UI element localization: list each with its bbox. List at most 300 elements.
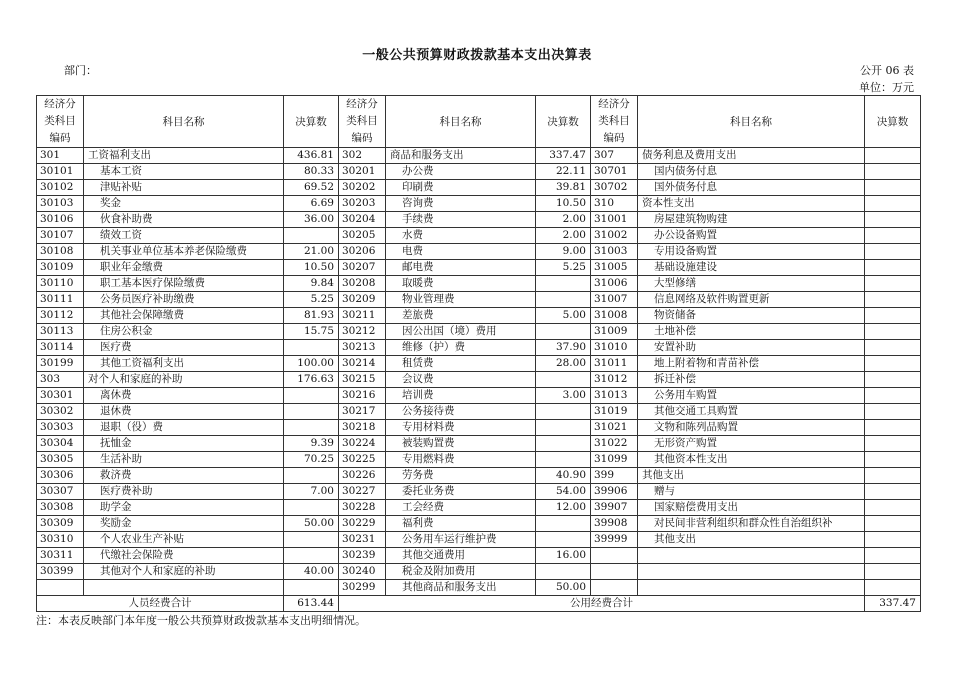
cell-name: 地上附着物和青苗补偿 xyxy=(638,356,865,372)
cell-name: 津贴补贴 xyxy=(84,180,284,196)
cell-name: 奖励金 xyxy=(84,516,284,532)
cell-amount: 12.00 xyxy=(536,500,591,516)
cell-code: 30106 xyxy=(37,212,84,228)
cell-name: 物业管理费 xyxy=(386,292,536,308)
cell-name: 其他工资福利支出 xyxy=(84,356,284,372)
cell-amount xyxy=(865,260,921,276)
cell-amount xyxy=(865,564,921,580)
cell-code: 30205 xyxy=(339,228,386,244)
cell-code: 30203 xyxy=(339,196,386,212)
cell-name: 劳务费 xyxy=(386,468,536,484)
table-row xyxy=(37,292,921,308)
cell-name: 对个人和家庭的补助 xyxy=(84,372,284,388)
cell-amount xyxy=(865,500,921,516)
cell-code: 31011 xyxy=(591,356,638,372)
table-row xyxy=(37,532,921,548)
table-footer xyxy=(37,596,921,612)
cell-name: 机关事业单位基本养老保险缴费 xyxy=(84,244,284,260)
cell-name xyxy=(638,548,865,564)
cell-name: 公务接待费 xyxy=(386,404,536,420)
cell-name: 因公出国（境）费用 xyxy=(386,324,536,340)
cell-code: 30214 xyxy=(339,356,386,372)
cell-amount: 16.00 xyxy=(536,548,591,564)
cell-amount xyxy=(865,516,921,532)
cell-code: 30240 xyxy=(339,564,386,580)
table-row xyxy=(37,436,921,452)
cell-code: 30112 xyxy=(37,308,84,324)
cell-name: 国内债务付息 xyxy=(638,164,865,180)
cell-amount: 69.52 xyxy=(284,180,339,196)
cell-amount: 2.00 xyxy=(536,228,591,244)
cell-name: 奖金 xyxy=(84,196,284,212)
cell-name: 退休费 xyxy=(84,404,284,420)
cell-name: 其他支出 xyxy=(638,532,865,548)
cell-name: 专用设备购置 xyxy=(638,244,865,260)
cell-amount xyxy=(284,548,339,564)
col-header-code: 经济分 类科目 编码 xyxy=(339,96,386,148)
cell-code: 399 xyxy=(591,468,638,484)
cell-code: 31099 xyxy=(591,452,638,468)
cell-name: 其他交通工具购置 xyxy=(638,404,865,420)
cell-name: 住房公积金 xyxy=(84,324,284,340)
table-row xyxy=(37,468,921,484)
cell-code: 31002 xyxy=(591,228,638,244)
cell-name: 专用材料费 xyxy=(386,420,536,436)
table-row xyxy=(37,500,921,516)
cell-name: 对民间非营利组织和群众性自治组织补 xyxy=(638,516,865,532)
cell-code: 30231 xyxy=(339,532,386,548)
public-total-label: 公用经费合计 xyxy=(339,596,865,612)
cell-name: 职业年金缴费 xyxy=(84,260,284,276)
cell-name: 公务用车运行维护费 xyxy=(386,532,536,548)
cell-amount: 15.75 xyxy=(284,324,339,340)
cell-amount: 10.50 xyxy=(284,260,339,276)
cell-name: 无形资产购置 xyxy=(638,436,865,452)
table-row xyxy=(37,260,921,276)
cell-name: 代缴社会保险费 xyxy=(84,548,284,564)
cell-amount xyxy=(284,404,339,420)
cell-amount xyxy=(865,372,921,388)
cell-name: 税金及附加费用 xyxy=(386,564,536,580)
cell-amount: 28.00 xyxy=(536,356,591,372)
cell-code: 30113 xyxy=(37,324,84,340)
table-row xyxy=(37,164,921,180)
cell-code: 30311 xyxy=(37,548,84,564)
cell-amount xyxy=(865,148,921,164)
cell-code: 30206 xyxy=(339,244,386,260)
cell-amount: 7.00 xyxy=(284,484,339,500)
cell-amount xyxy=(865,276,921,292)
cell-code: 30299 xyxy=(339,580,386,596)
cell-amount xyxy=(865,292,921,308)
cell-code: 30110 xyxy=(37,276,84,292)
cell-code: 30209 xyxy=(339,292,386,308)
cell-name: 医疗费 xyxy=(84,340,284,356)
cell-code: 31005 xyxy=(591,260,638,276)
cell-amount xyxy=(284,468,339,484)
cell-amount xyxy=(865,180,921,196)
table-row xyxy=(37,356,921,372)
table-row xyxy=(37,244,921,260)
cell-code: 30109 xyxy=(37,260,84,276)
cell-code: 31010 xyxy=(591,340,638,356)
cell-amount xyxy=(536,404,591,420)
cell-name: 抚恤金 xyxy=(84,436,284,452)
cell-amount xyxy=(865,484,921,500)
cell-amount: 80.33 xyxy=(284,164,339,180)
cell-name: 房屋建筑物购建 xyxy=(638,212,865,228)
cell-code xyxy=(37,580,84,596)
cell-code: 30226 xyxy=(339,468,386,484)
col-header-amount: 决算数 xyxy=(536,96,591,148)
cell-amount: 54.00 xyxy=(536,484,591,500)
cell-amount xyxy=(284,420,339,436)
cell-code xyxy=(591,564,638,580)
cell-amount: 70.25 xyxy=(284,452,339,468)
cell-code: 30108 xyxy=(37,244,84,260)
department-label: 部门： xyxy=(64,64,97,77)
cell-amount: 50.00 xyxy=(284,516,339,532)
cell-code: 30303 xyxy=(37,420,84,436)
cell-code: 31003 xyxy=(591,244,638,260)
cell-code: 30308 xyxy=(37,500,84,516)
cell-amount xyxy=(536,292,591,308)
cell-amount xyxy=(865,548,921,564)
cell-name: 基础设施建设 xyxy=(638,260,865,276)
table-row xyxy=(37,404,921,420)
cell-amount xyxy=(865,420,921,436)
cell-amount xyxy=(865,212,921,228)
cell-name: 国外债务付息 xyxy=(638,180,865,196)
table-header xyxy=(37,96,921,148)
cell-amount: 50.00 xyxy=(536,580,591,596)
cell-name: 生活补助 xyxy=(84,452,284,468)
cell-name: 个人农业生产补贴 xyxy=(84,532,284,548)
cell-name: 印刷费 xyxy=(386,180,536,196)
cell-code: 30306 xyxy=(37,468,84,484)
cell-name: 其他商品和服务支出 xyxy=(386,580,536,596)
cell-amount xyxy=(865,340,921,356)
table-row xyxy=(37,324,921,340)
cell-code: 30213 xyxy=(339,340,386,356)
cell-name: 绩效工资 xyxy=(84,228,284,244)
cell-name: 工会经费 xyxy=(386,500,536,516)
cell-name: 其他对个人和家庭的补助 xyxy=(84,564,284,580)
cell-amount: 39.81 xyxy=(536,180,591,196)
cell-code: 31008 xyxy=(591,308,638,324)
cell-name xyxy=(638,580,865,596)
cell-name: 其他社会保障缴费 xyxy=(84,308,284,324)
cell-amount: 37.90 xyxy=(536,340,591,356)
cell-name: 医疗费补助 xyxy=(84,484,284,500)
expenditure-table xyxy=(36,95,921,612)
cell-code: 30103 xyxy=(37,196,84,212)
cell-amount xyxy=(865,164,921,180)
cell-amount xyxy=(865,228,921,244)
col-header-name: 科目名称 xyxy=(638,96,865,148)
cell-code: 301 xyxy=(37,148,84,164)
cell-amount xyxy=(865,452,921,468)
cell-name: 被装购置费 xyxy=(386,436,536,452)
table-row xyxy=(37,276,921,292)
cell-amount: 100.00 xyxy=(284,356,339,372)
cell-name: 专用燃料费 xyxy=(386,452,536,468)
col-header-name: 科目名称 xyxy=(84,96,284,148)
cell-amount: 337.47 xyxy=(536,148,591,164)
cell-amount xyxy=(284,388,339,404)
cell-amount: 10.50 xyxy=(536,196,591,212)
cell-name: 工资福利支出 xyxy=(84,148,284,164)
cell-name: 安置补助 xyxy=(638,340,865,356)
cell-code: 30102 xyxy=(37,180,84,196)
cell-name: 维修（护）费 xyxy=(386,340,536,356)
cell-name: 土地补偿 xyxy=(638,324,865,340)
cell-amount xyxy=(865,356,921,372)
cell-amount xyxy=(865,436,921,452)
cell-code: 30702 xyxy=(591,180,638,196)
col-header-amount: 决算数 xyxy=(865,96,921,148)
table-row xyxy=(37,180,921,196)
table-row xyxy=(37,196,921,212)
cell-name: 基本工资 xyxy=(84,164,284,180)
cell-amount xyxy=(865,388,921,404)
cell-name: 商品和服务支出 xyxy=(386,148,536,164)
table-row xyxy=(37,564,921,580)
cell-code: 30216 xyxy=(339,388,386,404)
public-total-amount: 337.47 xyxy=(865,596,921,612)
cell-amount: 9.00 xyxy=(536,244,591,260)
cell-code: 31009 xyxy=(591,324,638,340)
cell-amount: 22.11 xyxy=(536,164,591,180)
cell-name: 咨询费 xyxy=(386,196,536,212)
cell-amount xyxy=(284,580,339,596)
unit-label: 单位：万元 xyxy=(859,81,914,94)
cell-name: 物资储备 xyxy=(638,308,865,324)
cell-code: 31022 xyxy=(591,436,638,452)
cell-code: 30217 xyxy=(339,404,386,420)
cell-name: 福利费 xyxy=(386,516,536,532)
cell-code: 307 xyxy=(591,148,638,164)
cell-name: 办公设备购置 xyxy=(638,228,865,244)
cell-code: 30199 xyxy=(37,356,84,372)
cell-amount xyxy=(865,532,921,548)
cell-code xyxy=(591,548,638,564)
cell-name: 手续费 xyxy=(386,212,536,228)
cell-name: 邮电费 xyxy=(386,260,536,276)
cell-name: 培训费 xyxy=(386,388,536,404)
cell-code: 30304 xyxy=(37,436,84,452)
cell-amount xyxy=(865,468,921,484)
col-header-code: 经济分 类科目 编码 xyxy=(37,96,84,148)
table-note: 注：本表反映部门本年度一般公共预算财政拨款基本支出明细情况。 xyxy=(36,614,366,627)
cell-code: 31019 xyxy=(591,404,638,420)
cell-name: 公务员医疗补助缴费 xyxy=(84,292,284,308)
cell-name: 救济费 xyxy=(84,468,284,484)
cell-amount xyxy=(284,228,339,244)
cell-amount: 3.00 xyxy=(536,388,591,404)
cell-amount xyxy=(536,564,591,580)
cell-code: 30101 xyxy=(37,164,84,180)
page-title: 一般公共预算财政拨款基本支出决算表 xyxy=(362,48,592,63)
cell-amount xyxy=(865,196,921,212)
cell-amount: 176.63 xyxy=(284,372,339,388)
col-header-name: 科目名称 xyxy=(386,96,536,148)
cell-name xyxy=(84,580,284,596)
cell-amount xyxy=(865,244,921,260)
cell-code: 30229 xyxy=(339,516,386,532)
table-row xyxy=(37,372,921,388)
cell-code: 30239 xyxy=(339,548,386,564)
cell-name xyxy=(638,564,865,580)
cell-code: 30225 xyxy=(339,452,386,468)
cell-name: 赠与 xyxy=(638,484,865,500)
cell-code: 31021 xyxy=(591,420,638,436)
cell-code xyxy=(591,580,638,596)
cell-code: 310 xyxy=(591,196,638,212)
cell-code: 30111 xyxy=(37,292,84,308)
cell-amount xyxy=(536,372,591,388)
cell-name: 文物和陈列品购置 xyxy=(638,420,865,436)
cell-name: 退职（役）费 xyxy=(84,420,284,436)
personnel-total-amount: 613.44 xyxy=(284,596,339,612)
cell-amount xyxy=(284,500,339,516)
cell-amount xyxy=(536,420,591,436)
cell-amount xyxy=(536,276,591,292)
cell-amount xyxy=(865,324,921,340)
cell-name: 助学金 xyxy=(84,500,284,516)
table-row xyxy=(37,148,921,164)
cell-name: 其他交通费用 xyxy=(386,548,536,564)
cell-amount: 9.39 xyxy=(284,436,339,452)
cell-code: 30227 xyxy=(339,484,386,500)
cell-code: 30114 xyxy=(37,340,84,356)
cell-code: 39908 xyxy=(591,516,638,532)
cell-amount: 5.00 xyxy=(536,308,591,324)
cell-code: 30309 xyxy=(37,516,84,532)
form-number: 公开 06 表 xyxy=(860,64,914,77)
cell-name: 取暖费 xyxy=(386,276,536,292)
cell-code: 39907 xyxy=(591,500,638,516)
cell-name: 大型修缮 xyxy=(638,276,865,292)
table-row xyxy=(37,420,921,436)
cell-amount xyxy=(536,532,591,548)
cell-name: 离休费 xyxy=(84,388,284,404)
cell-amount: 6.69 xyxy=(284,196,339,212)
cell-name: 办公费 xyxy=(386,164,536,180)
cell-code: 302 xyxy=(339,148,386,164)
cell-name: 国家赔偿费用支出 xyxy=(638,500,865,516)
cell-code: 30218 xyxy=(339,420,386,436)
table-row xyxy=(37,340,921,356)
table-row xyxy=(37,516,921,532)
cell-amount xyxy=(536,516,591,532)
table-row xyxy=(37,580,921,596)
table-row xyxy=(37,228,921,244)
table-row xyxy=(37,308,921,324)
cell-name: 电费 xyxy=(386,244,536,260)
cell-code: 31001 xyxy=(591,212,638,228)
cell-name: 资本性支出 xyxy=(638,196,865,212)
cell-name: 伙食补助费 xyxy=(84,212,284,228)
cell-name: 公务用车购置 xyxy=(638,388,865,404)
cell-name: 差旅费 xyxy=(386,308,536,324)
cell-code: 30224 xyxy=(339,436,386,452)
table-body xyxy=(37,148,921,596)
cell-code: 30310 xyxy=(37,532,84,548)
cell-amount: 40.90 xyxy=(536,468,591,484)
cell-amount: 436.81 xyxy=(284,148,339,164)
cell-amount xyxy=(865,580,921,596)
cell-code: 30305 xyxy=(37,452,84,468)
cell-name: 债务利息及费用支出 xyxy=(638,148,865,164)
cell-code: 30215 xyxy=(339,372,386,388)
cell-name: 信息网络及软件购置更新 xyxy=(638,292,865,308)
cell-amount xyxy=(865,308,921,324)
col-header-amount: 决算数 xyxy=(284,96,339,148)
col-header-code: 经济分 类科目 编码 xyxy=(591,96,638,148)
cell-amount xyxy=(865,404,921,420)
cell-name: 委托业务费 xyxy=(386,484,536,500)
cell-code: 31013 xyxy=(591,388,638,404)
cell-code: 30204 xyxy=(339,212,386,228)
cell-amount: 9.84 xyxy=(284,276,339,292)
cell-amount: 40.00 xyxy=(284,564,339,580)
cell-amount xyxy=(536,436,591,452)
table-row xyxy=(37,484,921,500)
cell-name: 拆迁补偿 xyxy=(638,372,865,388)
cell-code: 303 xyxy=(37,372,84,388)
cell-code: 31006 xyxy=(591,276,638,292)
cell-amount xyxy=(284,532,339,548)
cell-code: 39999 xyxy=(591,532,638,548)
cell-name: 水费 xyxy=(386,228,536,244)
cell-code: 30301 xyxy=(37,388,84,404)
cell-code: 30202 xyxy=(339,180,386,196)
cell-code: 30302 xyxy=(37,404,84,420)
cell-name: 职工基本医疗保险缴费 xyxy=(84,276,284,292)
cell-amount: 5.25 xyxy=(536,260,591,276)
cell-code: 31007 xyxy=(591,292,638,308)
cell-code: 30207 xyxy=(339,260,386,276)
personnel-total-label: 人员经费合计 xyxy=(37,596,284,612)
cell-code: 30208 xyxy=(339,276,386,292)
cell-code: 30212 xyxy=(339,324,386,340)
cell-code: 30307 xyxy=(37,484,84,500)
table-row xyxy=(37,452,921,468)
cell-name: 租赁费 xyxy=(386,356,536,372)
cell-amount xyxy=(536,324,591,340)
cell-code: 30399 xyxy=(37,564,84,580)
cell-amount xyxy=(284,340,339,356)
cell-code: 30201 xyxy=(339,164,386,180)
cell-amount: 5.25 xyxy=(284,292,339,308)
cell-name: 其他支出 xyxy=(638,468,865,484)
cell-code: 30107 xyxy=(37,228,84,244)
cell-amount: 36.00 xyxy=(284,212,339,228)
cell-code: 30701 xyxy=(591,164,638,180)
cell-amount: 81.93 xyxy=(284,308,339,324)
cell-name: 会议费 xyxy=(386,372,536,388)
cell-code: 39906 xyxy=(591,484,638,500)
cell-amount xyxy=(536,452,591,468)
cell-name: 其他资本性支出 xyxy=(638,452,865,468)
table-row xyxy=(37,212,921,228)
table-row xyxy=(37,548,921,564)
cell-code: 31012 xyxy=(591,372,638,388)
cell-amount: 2.00 xyxy=(536,212,591,228)
cell-amount: 21.00 xyxy=(284,244,339,260)
table-row xyxy=(37,388,921,404)
